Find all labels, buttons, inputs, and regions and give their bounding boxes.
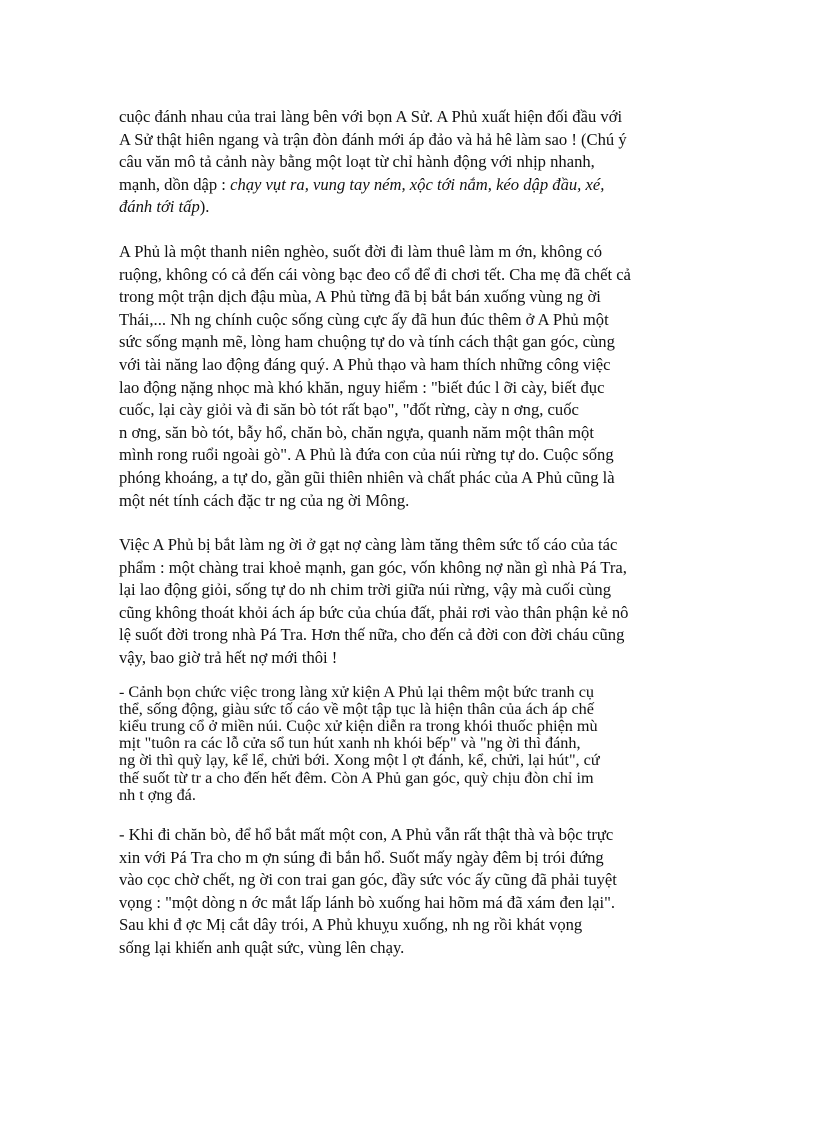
paragraph-a-phu-character: A Phủ là một thanh niên nghèo, suốt đời đi làm thuê làm m ớn, không có ruộng, không có cả đến cái vòng bạc đeo cổ để đi chơi tết. Cha mẹ đã chết cả trong một trận dịch đậu mùa, A Phủ từng đã bị bắt bán xuống vùng ng ời Thái,... Nh ng chính cuộc sống cùng cực ấy đã hun đúc thêm ở A Phủ một sức sống mạnh mẽ, lòng ham chuộng tự do và tính cách thật gan góc, cùng với tài năng lao động đáng quý. A Phủ thạo và ham thích những công việc lao động nặng nhọc mà khó khăn, nguy hiểm : "biết đúc l ỡi cày, biết đục cuốc, lại cày giỏi và đi săn bò tót rất bạo", "đốt rừng, cày n ơng, cuốc n ơng, săn bò tót, bẫy hổ, chăn bò, chăn ngựa, quanh năm một thân một mình rong ruổi ngoài gò". A Phủ là đứa con của núi rừng tự do. Cuộc sống phóng khoáng, a tự do, gần gũi thiên nhiên và chất phác của A Phủ cũng là một nét tính cách đặc tr ng của ng ời Mông. (119, 241, 631, 510)
paragraph-debt-slavery: Việc A Phủ bị bắt làm ng ời ở gạt nợ càng làm tăng thêm sức tố cáo của tác phẩm : một chàng trai khoẻ mạnh, gan góc, vốn không nợ nần gì nhà Pá Tra, lại lao động giỏi, sống tự do nh chim trời giữa núi rừng, vậy mà cuối cùng cũng không thoát khỏi ách áp bức của chúa đất, phải rơi vào thân phận kẻ nô lệ suốt đời trong nhà Pá Tra. Hơn thế nữa, cho đến cả đời con đời cháu cũng vậy, bao giờ trả hết nợ mới thôi ! (119, 535, 629, 668)
paragraph-end: ). (199, 197, 210, 217)
paragraph-text: cuộc đánh nhau của trai làng bên với bọn A Sử. A Phủ xuất hiện đối đầu với A Sử thật hiên ngang và trận đòn đánh mới áp đảo và hả hê làm sao ! (Chú ý câu văn mô tả cảnh này bằng một loạt từ chỉ hành động với nhịp nhanh, mạnh, dồn dập : (119, 107, 627, 194)
document-page (119, 106, 709, 960)
paragraph-trial-scene: - Cảnh bọn chức việc trong làng xử kiện A Phủ lại thêm một bức tranh cụ thể, sống động, giàu sức tố cáo về một tập tục là hiện thân của ách áp chế kiểu trung cổ ở miền núi. Cuộc xử kiện diễn ra trong khói thuốc phiện mù mịt "tuôn ra các lỗ cửa sổ tun hút xanh nh khói bếp" và "ng ời thì đánh, ng ời thì quỳ lạy, kể lể, chửi bới. Xong một l ợt đánh, kể, chửi, lại hút", cứ thế suốt từ tr a cho đến hết đêm. Còn A Phủ gan góc, quỳ chịu đòn chỉ im nh t ợng đá. (119, 682, 600, 804)
paragraph-fight-scene (119, 106, 709, 219)
paragraph-tiger-incident: - Khi đi chăn bò, để hổ bắt mất một con, A Phủ vẫn rất thật thà và bộc trực xin với Pá Tra cho m ợn súng đi bắn hổ. Suốt mấy ngày đêm bị trói đứng vào cọc chờ chết, ng ời con trai gan góc, đầy sức vóc ấy cũng đã phải tuyệt vọng : "một dòng n ớc mắt lấp lánh bò xuống hai hõm má đã xám đen lại". Sau khi đ ợc Mị cắt dây trói, A Phủ khuỵu xuống, nh ng rồi khát vọng sống lại khiến anh quật sức, vùng lên chạy. (119, 825, 617, 958)
italic-action-verbs: chạy vụt ra, vung tay ném, xộc tới nắm, kéo dập đầu, xé, đánh tới tấp (119, 174, 605, 217)
